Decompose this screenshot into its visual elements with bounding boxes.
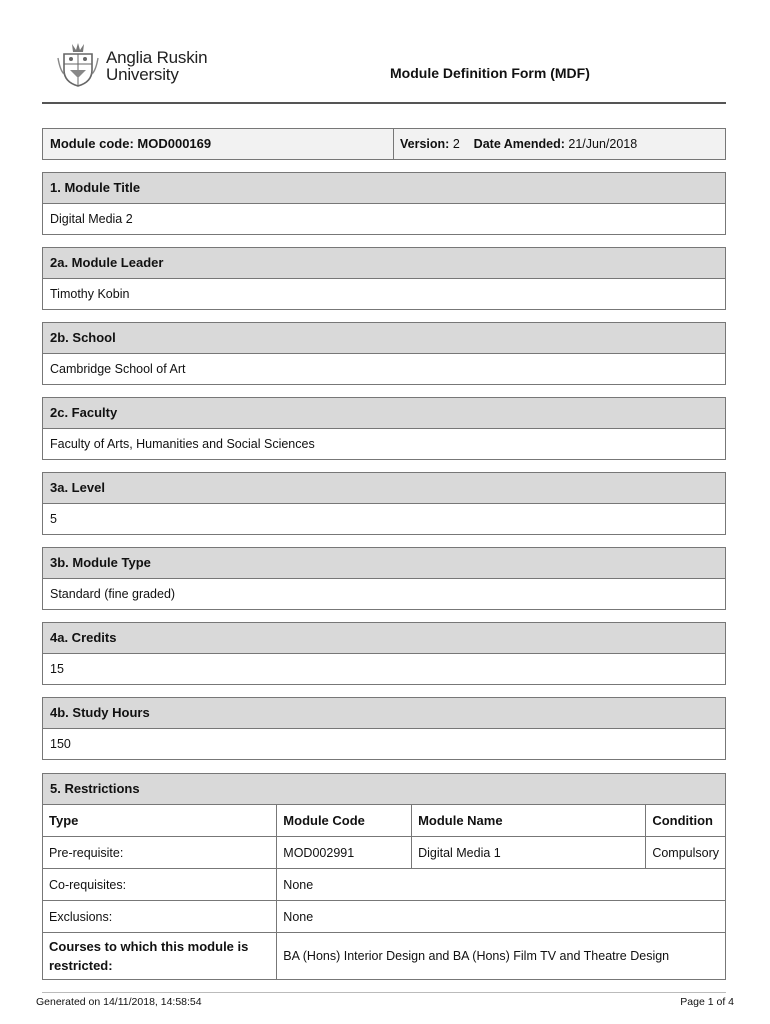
column-header-module-code: Module Code xyxy=(277,805,412,837)
restrictions-table xyxy=(43,805,725,979)
section-heading: 1. Module Title xyxy=(43,173,725,204)
version-label: Version: xyxy=(400,137,450,151)
section-heading: 3b. Module Type xyxy=(43,548,725,579)
section-heading: 3a. Level xyxy=(43,473,725,504)
university-logo xyxy=(56,40,256,90)
section-heading: 2b. School xyxy=(43,323,725,354)
section-heading: 5. Restrictions xyxy=(43,774,725,805)
section-module-title xyxy=(42,172,726,235)
module-code-label: Module code: xyxy=(50,136,134,151)
date-amended-label: Date Amended: xyxy=(473,137,565,151)
table-row xyxy=(43,901,725,933)
column-header-condition: Condition xyxy=(646,805,725,837)
coreq-value: None xyxy=(277,869,725,901)
version-value: 2 xyxy=(452,137,460,151)
exclusions-type: Exclusions: xyxy=(43,901,277,933)
courses-type: Courses to which this module is restricted: xyxy=(43,933,277,980)
section-faculty xyxy=(42,397,726,460)
section-heading: 4b. Study Hours xyxy=(43,698,725,729)
section-heading: 2a. Module Leader xyxy=(43,248,725,279)
section-value: 5 xyxy=(50,512,57,526)
courses-value: BA (Hons) Interior Design and BA (Hons) Film TV and Theatre Design xyxy=(277,933,725,980)
section-value: Standard (fine graded) xyxy=(50,587,176,601)
coreq-type: Co-requisites: xyxy=(43,869,277,901)
prereq-condition: Compulsory xyxy=(646,837,725,869)
table-row xyxy=(43,869,725,901)
prereq-type: Pre-requisite: xyxy=(43,837,277,869)
header-divider xyxy=(42,102,726,104)
table-row xyxy=(43,837,725,869)
section-school xyxy=(42,322,726,385)
section-module-type xyxy=(42,547,726,610)
section-study-hours xyxy=(42,697,726,760)
university-name-line1: Anglia Ruskin xyxy=(106,48,208,67)
section-heading: 2c. Faculty xyxy=(43,398,725,429)
page-header xyxy=(42,38,726,104)
section-value: Digital Media 2 xyxy=(50,212,133,226)
table-row xyxy=(43,933,725,980)
prereq-code: MOD002991 xyxy=(277,837,412,869)
section-value: Cambridge School of Art xyxy=(50,362,186,376)
date-amended-value: 21/Jun/2018 xyxy=(568,137,638,151)
crest-icon xyxy=(56,40,100,88)
section-level xyxy=(42,472,726,535)
generated-timestamp: Generated on 14/11/2018, 14:58:54 xyxy=(36,996,202,1008)
section-module-leader xyxy=(42,247,726,310)
footer-divider xyxy=(42,992,726,993)
section-credits xyxy=(42,622,726,685)
module-code-box xyxy=(42,128,726,160)
prereq-name: Digital Media 1 xyxy=(412,837,646,869)
section-value: Timothy Kobin xyxy=(50,287,130,301)
section-value: 15 xyxy=(50,662,64,676)
university-name-line2: University xyxy=(106,65,179,84)
column-header-type: Type xyxy=(49,813,79,828)
page-title: Module Definition Form (MDF) xyxy=(390,65,590,81)
page-number: Page 1 of 4 xyxy=(680,996,734,1008)
module-code-value: MOD000169 xyxy=(137,136,212,151)
module-code-cell xyxy=(43,129,394,159)
section-restrictions xyxy=(42,773,726,980)
table-header-row xyxy=(43,805,725,837)
version-date-cell xyxy=(394,129,725,159)
section-heading: 4a. Credits xyxy=(43,623,725,654)
exclusions-value: None xyxy=(277,901,725,933)
section-value: 150 xyxy=(50,737,71,751)
column-header-module-name: Module Name xyxy=(412,805,646,837)
section-value: Faculty of Arts, Humanities and Social Sciences xyxy=(50,437,315,451)
